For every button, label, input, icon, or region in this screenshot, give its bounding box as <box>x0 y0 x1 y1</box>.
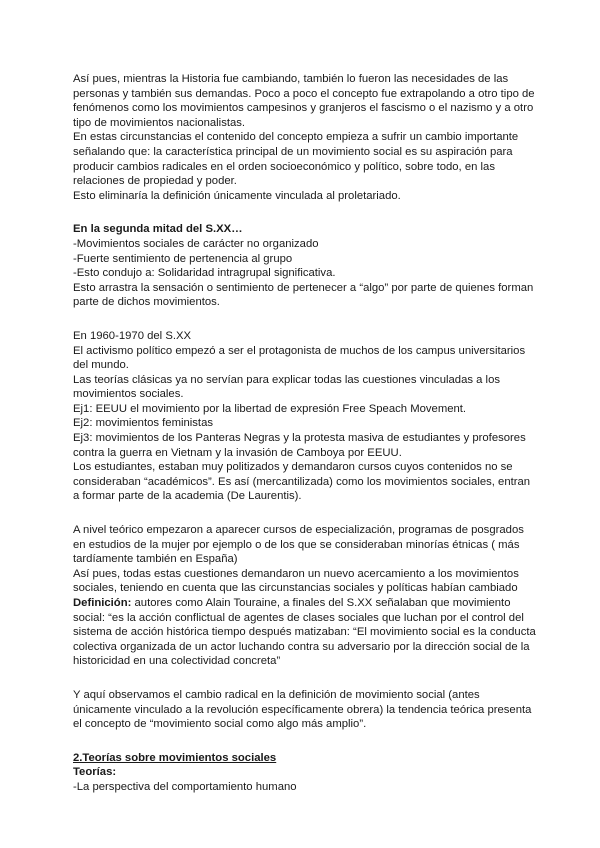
text-line: -La perspectiva del comportamiento humano <box>73 780 297 793</box>
text-line: sociales, teniendo en cuenta que las circunstancias sociales y políticas habían cambiado <box>73 582 518 595</box>
text-line: Ej1: EEUU el movimiento por la libertad de expresión Free Speach Movement. <box>73 402 467 415</box>
section-conclusion <box>73 688 538 732</box>
section-1960-1970 <box>73 329 538 504</box>
text-line: Así pues, todas estas cuestiones demandaron un nuevo acercamiento a los movimientos <box>73 567 519 580</box>
section-heading: En la segunda mitad del S.XX… <box>73 223 243 236</box>
text-line: El activismo político empezó a ser el protagonista de muchos de los campus universitarios <box>73 344 526 357</box>
text-line: producir cambios radicales en el orden socioeconómico y político, sobre todo, en las <box>73 160 495 173</box>
section-theories <box>73 751 538 795</box>
text-line: a formar parte de la academia (De Laurentis). <box>73 490 302 503</box>
text-line: consideraban “académicos”. Es así (mercantilizada) como los movimientos sociales, entran <box>73 475 531 488</box>
section-theoretical-level <box>73 523 538 669</box>
text-line: En 1960-1970 del S.XX <box>73 329 192 342</box>
text-line: A nivel teórico empezaron a aparecer cursos de especialización, programas de posgrados <box>73 524 524 537</box>
text-line: historicidad en una colectividad concreta” <box>73 655 281 668</box>
text-line: social: “es la acción conflictual de agentes de clases sociales que luchan por el control del <box>73 611 524 624</box>
text-line: señalando que: la característica principal de un movimiento social es su aspiración para <box>73 145 513 158</box>
text-line: Los estudiantes, estaban muy politizados y demandaron cursos cuyos contenidos no se <box>73 461 513 474</box>
text-line: movimientos sociales. <box>73 388 184 401</box>
text-line: -Movimientos sociales de carácter no organizado <box>73 237 319 250</box>
text-line: Así pues, mientras la Historia fue cambiando, también lo fueron las necesidades de las <box>73 73 509 85</box>
text-line: personas y también sus demandas. Poco a poco el concepto fue extrapolando a otro tipo de <box>73 87 535 100</box>
text-line: contra la guerra en Vietnam y la invasión de Camboya por EEUU. <box>73 446 402 459</box>
subheading: Teorías: <box>73 766 117 779</box>
text-line: -Fuerte sentimiento de pertenencia al grupo <box>73 252 293 265</box>
text-line: En estas circunstancias el contenido del concepto empieza a sufrir un cambio importante <box>73 131 519 144</box>
text-line: Ej3: movimientos de los Panteras Negras y la protesta masiva de estudiantes y profesores <box>73 432 526 445</box>
text-line: únicamente vinculado a la revolución específicamente obrera) la tendencia teórica presenta <box>73 703 532 716</box>
text-line: parte de dichos movimientos. <box>73 296 220 309</box>
text-line: fenómenos como los movimientos campesinos y granjeros el fascismo o el nazismo y a otro <box>73 102 534 115</box>
text-line: Ej2: movimientos feministas <box>73 417 214 430</box>
text-line: -Esto condujo a: Solidaridad intragrupal significativa. <box>73 267 336 280</box>
text-line: Esto arrastra la sensación o sentimiento de pertenecer a “algo” por parte de quienes forman <box>73 281 534 294</box>
text-line: relaciones de propiedad y poder. <box>73 175 237 188</box>
definition-line <box>73 596 538 611</box>
text-line: tipo de movimientos nacionalistas. <box>73 116 246 129</box>
section-heading: 2.Teorías sobre movimientos sociales <box>73 751 277 764</box>
text-line: el concepto de “movimiento social como algo más amplio”. <box>73 718 367 731</box>
document-body <box>73 72 538 795</box>
text-line: Esto eliminaría la definición únicamente vinculada al proletariado. <box>73 189 401 202</box>
definition-text: autores como Alain Touraine, a finales del S.XX señalaban que movimiento <box>131 597 511 609</box>
text-line: tardíamente también en España) <box>73 553 238 566</box>
intro-paragraph <box>73 72 538 203</box>
text-line: Las teorías clásicas ya no servían para explicar todas las cuestiones vinculadas a los <box>73 373 500 386</box>
text-line: en estudios de la mujer por ejemplo o de los que se consideraban minorías étnicas ( más <box>73 538 520 551</box>
section-second-half-20th-century <box>73 222 538 310</box>
text-line: sistema de acción histórica tiempo después matizaban: “El movimiento social es la conducta <box>73 626 536 639</box>
text-line: colectiva organizada de un actor luchando contra su adversario por la dirección social de la <box>73 640 530 653</box>
definition-label: Definición: <box>73 597 132 609</box>
text-line: del mundo. <box>73 359 129 372</box>
text-line: Y aquí observamos el cambio radical en la definición de movimiento social (antes <box>73 688 480 701</box>
